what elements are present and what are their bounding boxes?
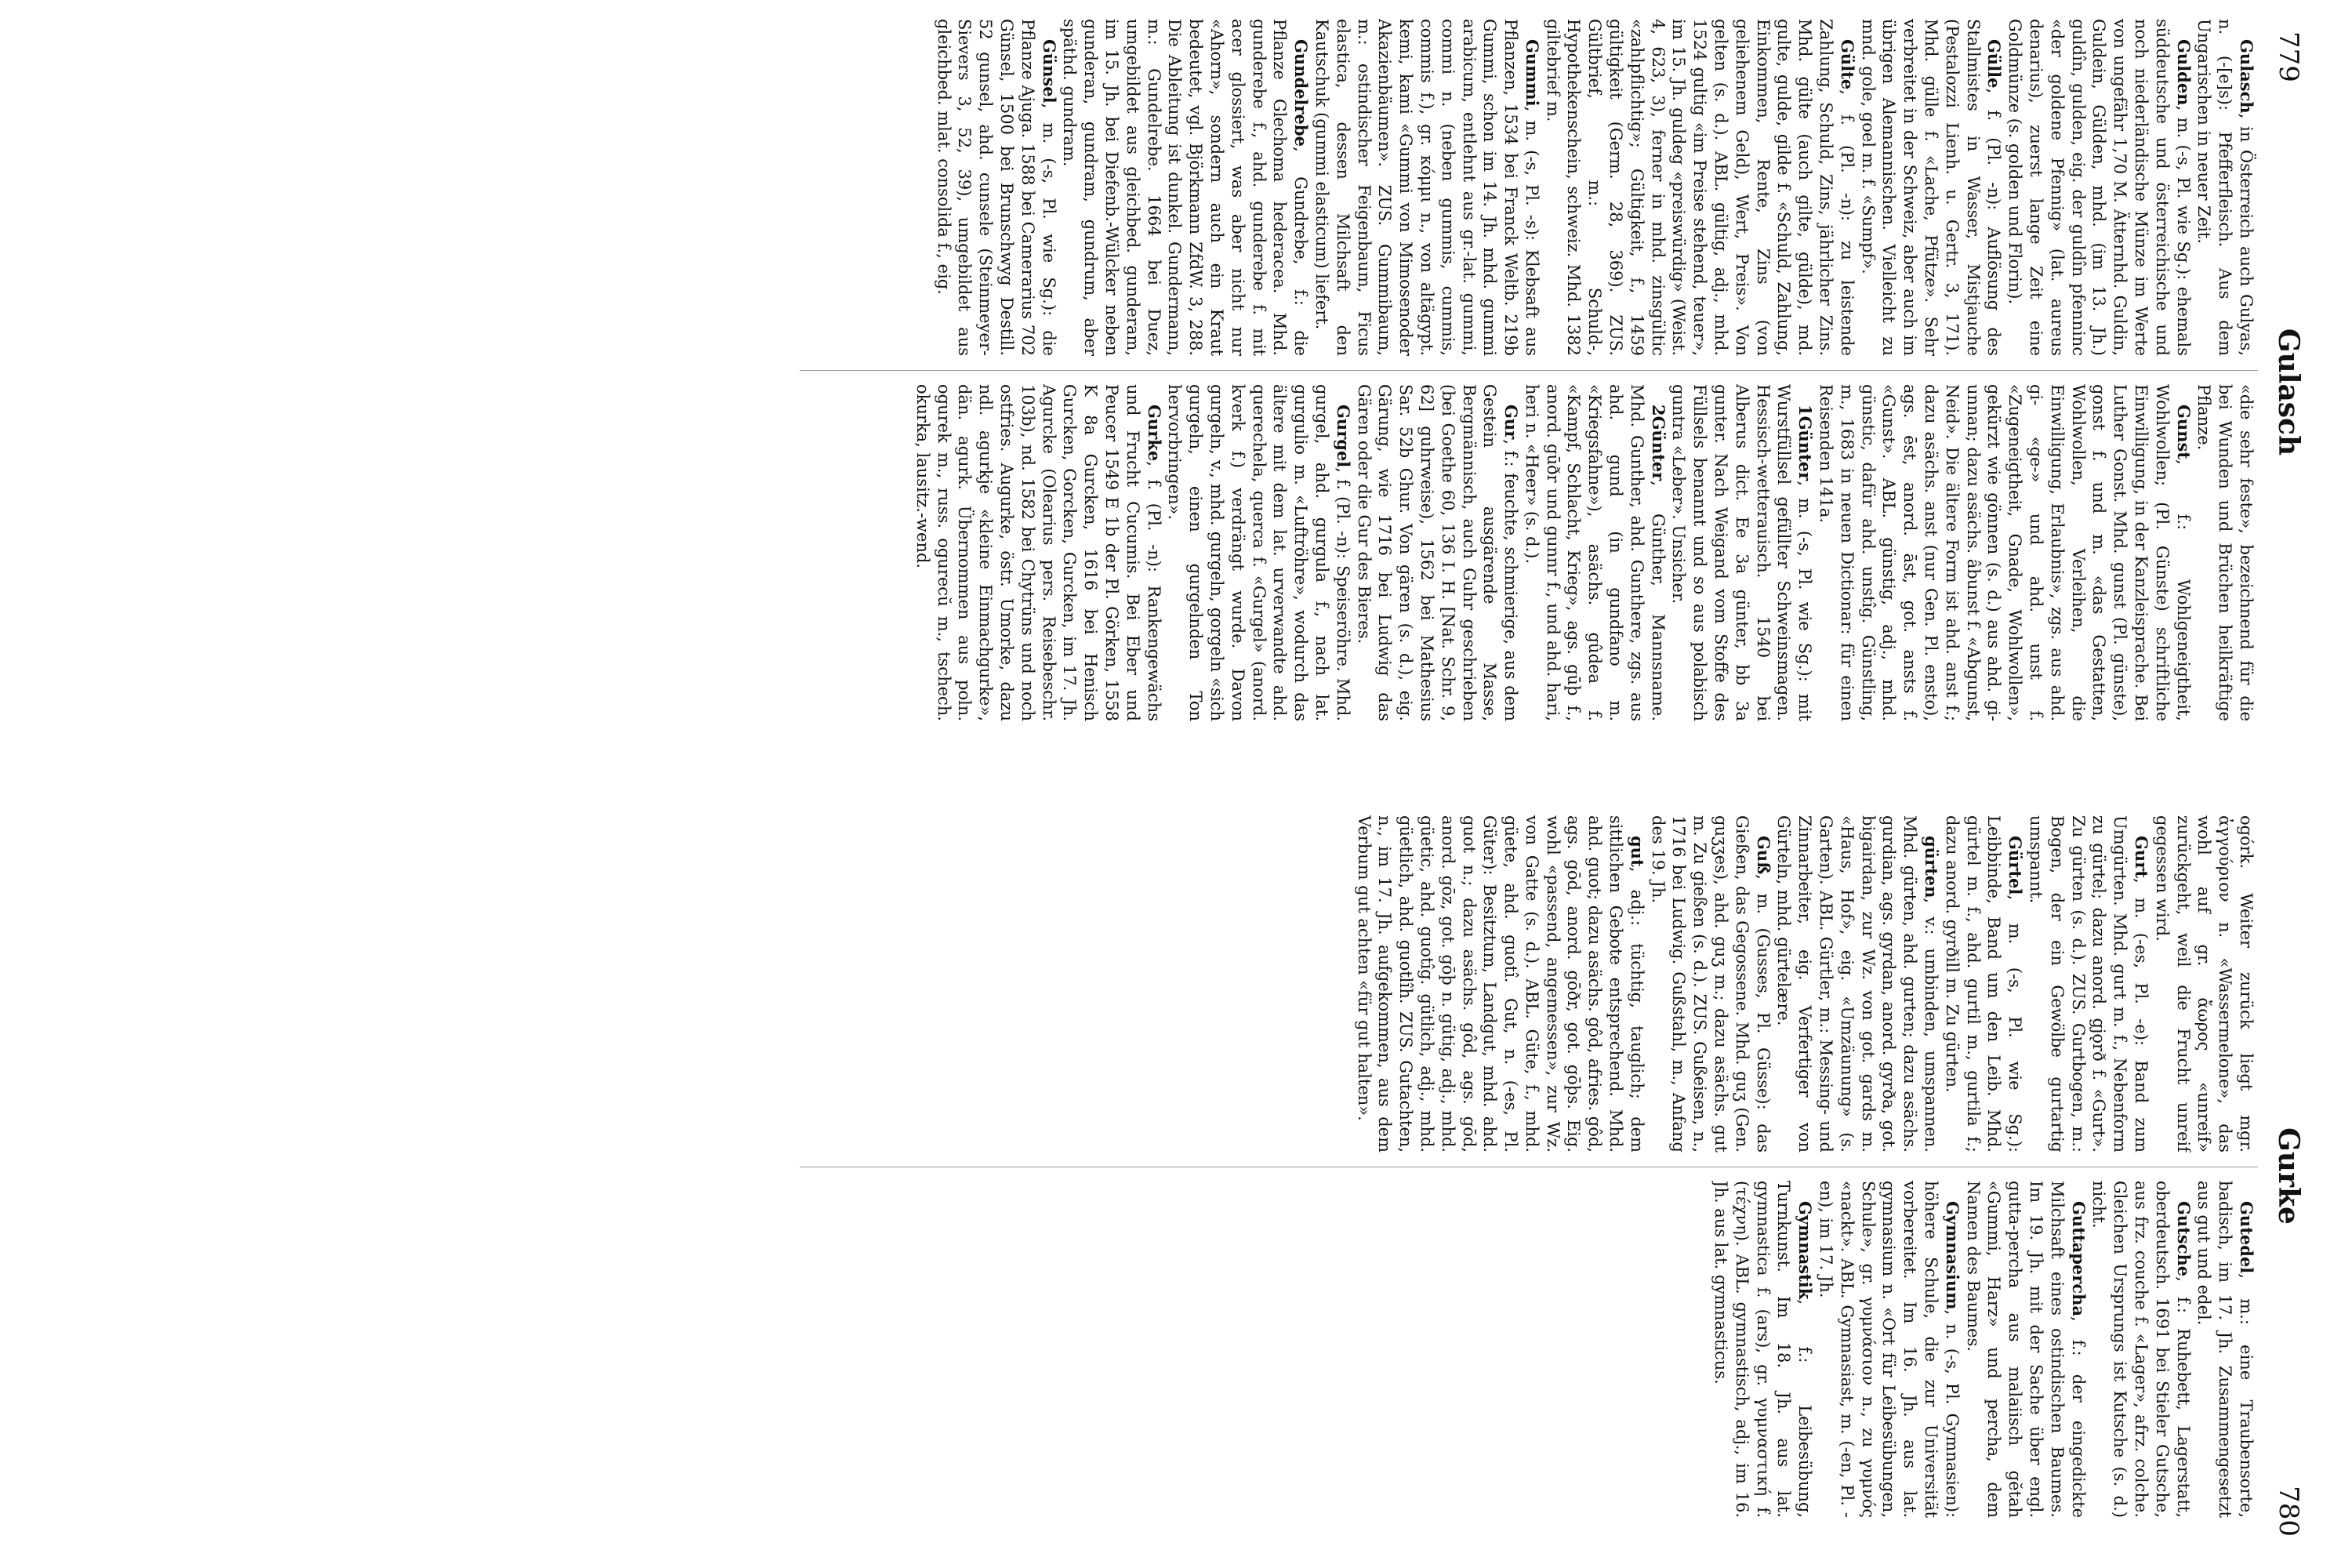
- running-head-left: [2269, 31, 2308, 753]
- headword: Günsel: [1039, 39, 1059, 103]
- dictionary-entry: Gürtel, m. (-s, Pl. wie Sg.): Leibbinde, Band um den Leib. Mhd. gürtel m. f., ahd. gurtil m., gurtila f.; dazu anord. gyrðill m. Zu gürten.: [1942, 815, 2026, 1152]
- headword: Guß: [1753, 836, 1773, 875]
- dictionary-entry: Gurgel, f. (Pl. -n): Speiseröhre. Mhd. gurgel, ahd. gurgula f., nach lat. gurgulio m. «Luftröhre», wodurch das ältere mit dem lat. urverwandte ahd. querechela, querca f. «Gurgel» (anord. kverk f.) verdrängt wurde. Davon gurgeln, v., mhd. gurgeln, gorgeln «sich gurgeln, einen gurgelnden Ton hervorbringen».: [1165, 384, 1353, 721]
- column-rule-left: [800, 370, 2258, 371]
- headword: Gurt: [2132, 836, 2152, 878]
- headword: Gymnastik: [1795, 1201, 1816, 1300]
- dictionary-entry: Gülle, f. (Pl. -n): Auflösung des Stallmistes in Wasser, Mistjauche (Pestalozzi Lienh. u. Gertr. 3, 171). Mhd. gülle f. «Lache, Pfütze». Sehr verbreitet in der Schweiz, aber auch im übrigen Alemannischen. Vielleicht zu mnd. gole, goel m. f. «Sumpf».: [1858, 19, 2005, 356]
- dictionary-entry: Gutedel, m.: eine Traubensorte, badisch, im 17. Jh. Zusammengesetzt aus gut und edel.: [2194, 1181, 2256, 1518]
- headword: Gutsche: [2173, 1201, 2194, 1277]
- headword: Guttapercha: [2068, 1201, 2089, 1316]
- left-page-column-2: [31, 384, 2256, 721]
- dictionary-entry: gürten, v.: umbinden, umspannen. Mhd. gürten, ahd. gurten; dazu asächs. gurdian, ags. gyrdan, anord. gyrða, got. bigairdan, zur Wz. von got. gards m. «Haus, Hof», eig. «Umzäunung» (s. Garten). ABL. Gürtler, m.: Messing- und Zinnarbeiter, eig. Verfertiger von Gürteln, mhd. gürtelære.: [1774, 815, 1942, 1152]
- headword: Gummi: [1522, 39, 1542, 107]
- left-page-column-1: [31, 19, 2256, 356]
- dictionary-entry: Gulden, m. (-s, Pl. wie Sg.): ehemals süddeutsche und österreichische und noch niederländische Münze im Werte von ungefähr 1,70 M. Ätternhd. Guldin, Guldein, Gülden, mhd. (im 13. Jh.) guldîn, gulden, eig. der guldîn pfenninc «der goldene Pfennig» (lat. aureus denarius), zuerst lange Zeit eine Goldmünze (s. golden und Florin).: [2005, 19, 2194, 356]
- headword: 1Günter: [1795, 405, 1816, 481]
- dictionary-entry: Günsel, m. (-s, Pl. wie Sg.): die Pflanze Ajuga. 1588 bei Camerarius 702 Günsel, 1500 bei Brunschwyg Destill. 52 gunsel, ahd. cunsele (Steinmeyer-Sievers 3, 52, 39), umgebildet aus gleichbed. mlat. consolida f., eig.: [934, 19, 1059, 356]
- right-page-column-2: [31, 1181, 2256, 1518]
- dictionary-entry: Gurke, f. (Pl. -n): Rankengewächs und Frucht Cucumis. Bei Eber und Peucer 1549 E 1b der Pl. Görken, 1558 K 8a Gurcken, 1616 bei Henisch Gurcken, Gorcken, Gurcken, im 17. Jh. Agurcke (Olearius pers. Reisebeschr. 103b), nd. 1582 bei Chytrüns und noch ostfries. Augurke, östr. Umorke, dazu ndl. agurkje «kleine Einmachgurke», dän. agurk. Übernommen aus poln. ogurek m., russ. ogurecŭ m., tschech. okurka, lausitz.-wend.: [913, 384, 1164, 721]
- right-page: [0, 784, 2352, 1568]
- headword: gut: [1627, 836, 1647, 867]
- dictionary-entry: Gummi, m. (-s, Pl. -s): Klebsaft aus Pflanzen, 1534 bei Franck Weltb. 219b Gummi, schon im 14. Jh. mhd. gummi arabicum, entlehnt aus gr.-lat. gummi, commi n. (neben gummis, cummis, commis f.), gr. κόμμι n., von altägypt. kemi, kami «Gummi von Mimosenoder Akazienbäumen». ZUS. Gummibaum, m.: ostindischer Feigenbaum, Ficus elastica, dessen Milchsaft den Kautschuk (gummi elasticum) liefert.: [1312, 19, 1542, 356]
- headword: Gutedel: [2237, 1201, 2256, 1274]
- dictionary-entry: Gülte, f. (Pl. -n): zu leistende Zahlung, Schuld, Zins, jährlicher Zins. Mhd. gülte (auch gilte, gülde), md. gulte, gulde, gilde f. «Schuld, Zahlung, Einkommen, Rente, Zins (von geliehenem Geld), Wert, Preis». Von gelten (s. d.). ABL. gültig, adj., mhd. 1524 gultig «im Preise stehend, teuer», im 15. Jh. guldeg «preiswürdig» (Weist. 4, 623, 3), ferner in mhd. zinsgültic «zahlpflichtig»; Gültigkeit, f., 1459 gültigkeit (Germ. 28, 369). ZUS. Gültbrief, m.: Schuld-, Hypothekenschein, schweiz. Mhd. 1382 giltebrief m.: [1543, 19, 1857, 356]
- headword: Gundelrebe: [1291, 39, 1312, 147]
- headword: gürten: [1922, 836, 1942, 898]
- headword: Gülte: [1837, 39, 1857, 90]
- headword: Gunst: [2173, 405, 2194, 459]
- dictionary-entry: Gurt, m. (-es, Pl. -e): Band zum Umgürten. Mhd. gurt m. f., Nebenform zu gürtel; dazu anord. gjǫrð f. «Gurt». Zu gürten (s. d.). ZUS. Gurtbogen, m.: Bogen, der ein Gewölbe gurtartig umspannt.: [2027, 815, 2152, 1152]
- dictionary-entry: gut, adj.: tüchtig, tauglich; dem sittlichen Gebote entsprechend. Mhd. ahd. guot; dazu asächs. gôd, afries. gôd, ags. gōd, anord. gōðr, got. gōþs. Eig. wohl «passend, angemessen», zur Wz. von Gatte (s. d.). ABL. Güte, f., mhd. güete, ahd. guotî. Gut, n. (-es, Pl. Güter): Besitztum, Landgut, mhd. ahd. guot n.; dazu asächs. gôd, ags. gōd, anord. gōz, got. gōþ n. gütig, adj., mhd. güetic, ahd. guotîg. gütlich, adj., mhd. güetlich, ahd. guotlîh. ZUS. Gutachten, n., im 17. Jh. aufgekommen, aus dem Verbum gut achten «für gut halten».: [1354, 815, 1647, 1152]
- dictionary-entry: Gulasch, in Österreich auch Gulyas, n. (-[e]s): Pfefferfleisch. Aus dem Ungarischen in neuer Zeit.: [2194, 19, 2256, 356]
- headword: Gymnasium: [1942, 1201, 1962, 1310]
- dictionary-entry-continued: ogórk. Weiter zurück liegt mgr. ἀγγούριον n. «Wassermelone», das wohl auf gr. ἄωρος «unreif» zurückgeht, weil die Frucht unreif gegessen wird.: [2152, 815, 2256, 1152]
- headword: Gur: [1501, 405, 1522, 440]
- headword: Gurke: [1144, 405, 1164, 462]
- headword: Gurgel: [1333, 405, 1353, 468]
- dictionary-entry: Gunst, f.: Wohlgeneigtheit, Wohlwollen; (Pl. Günste) schriftliche Einwilligung, in der Kanzleisprache. Bei Luther Gonst. Mhd. gunst (Pl. günste), gonst f. und m. «das Gestatten, Wohlwollen, Verleihen, die Einwilligung, Erlaubnis», zgs. aus ahd. gi- «ge-» und ahd. unst f. «Zugeneigtheit, Gnade, Wohlwollen», gekürzt wie gönnen (s. d.) aus ahd. gi-unnan; dazu asächs. âbunst f. «Abgunst, Neid». Die ältere Form ist ahd. anst f.; dazu asächs. anst (nur Gen. Pl. ensto), ags. ēst, anord. āst, got. ansts f. «Gunst». ABL. günstig, adj., mhd. günstic, dafür ahd. unstîg. Günstling, m., 1683 in neuen Dictionar: für einen Reisenden 141a.: [1817, 384, 2194, 721]
- headword: 2Günter: [1648, 405, 1668, 481]
- running-head-word-left: Gulasch: [2272, 328, 2305, 456]
- page-number-left: 779: [2273, 31, 2304, 82]
- headword: Gülle: [1984, 39, 2005, 89]
- headword: Gulasch: [2237, 39, 2256, 114]
- dictionary-entry: 2Günter, Günther, Mannsname. Mhd. Gunther, ahd. Gunthere, zgs. aus ahd. gund (in gundfano m. «Kriegsfahne»), asächs. gûdea f. «Kampf, Schlacht, Krieg», ags. gūþ f., anord. gūðr und gunnr f., und ahd. hari, heri n. «Heer» (s. d.).: [1522, 384, 1668, 721]
- dictionary-entry-continued: «die sehr feste», bezeichnend für die bei Wunden und Brüchen heilkräftige Pflanze.: [2194, 384, 2256, 721]
- dictionary-entry: Gundelrebe, Gundrebe, f.: die Pflanze Glechoma hederacea. Mhd. gunderebe f., ahd. gunderebe f. mit acer glossiert, was aber nicht nur «Ahorn», sondern auch ein Kraut bedeutet, vgl. Björkmann ZfdW. 3, 288. Die Ableitung ist dunkel. Gundermann, m.: Gundelrebe. 1664 bei Duez, umgebildet aus gleichbed. gunderam, im 15. Jh. bei Diefenb.-Wülcker neben gunderan, gundram, gundrum, aber späthd. gundram.: [1060, 19, 1312, 356]
- dictionary-entry: 1Günter, m. (-s, Pl. wie Sg.): mit Wurstfüllsel gefüllter Schweinsmagen. Hessisch-wetterauisch. 1540 bei Alberus dict. Ee 3a günter, bb 3a gunter. Nach Weigand vom Stoffe des Füllsels benannt und so aus polabisch guntra «Leber». Unsicher.: [1669, 384, 1816, 721]
- headword: Gürtel: [2005, 836, 2026, 895]
- dictionary-entry: Gymnastik, f.: Leibesübung, Turnkunst. Im 18. Jh. aus lat. gymnastica f. (ars), gr. γυμναστική f. (τέχνη). ABL. gymnastisch, adj., im 16. Jh. aus lat. gymnasticus.: [1711, 1181, 1816, 1518]
- page-number-right: 780: [2273, 1486, 2304, 1537]
- running-head-right: [2269, 815, 2308, 1537]
- dictionary-entry: Guß, m. (Gusses, Pl. Güsse): das Gießen, das Gegossene. Mhd. guʒ (Gen. guʒʒes), ahd. guʒ m.; dazu asächs. gut m. Zu gießen (s. d.). ZUS. Gußeisen, n., 1716 bei Ludwig. Gußstahl, m., Anfang des 19. Jh.: [1648, 815, 1773, 1152]
- running-head-word-right: Gurke: [2272, 1127, 2305, 1225]
- dictionary-entry: Guttapercha, f.: der eingedickte Milchsaft eines ostindischen Baumes. Im 19. Jh. mit der Sache über engl. gutta-percha aus malaiisch gĕtah «Gummi, Harz» und percha, dem Namen des Baumes.: [1963, 1181, 2089, 1518]
- dictionary-entry: Gur, f.: feuchte, schmierige, aus dem Gestein ausgärende Masse, Bergmännisch, auch Guhr geschrieben (bei Goethe 60, 136 I. H. [Nat. Schr. 9, 62] guhrweise), 1562 bei Mathesius Sar. 52b Ghur. Von gären (s. d.), eig. Gärung, wie 1716 bei Ludwig das Gären oder die Gur des Bieres.: [1354, 384, 1522, 721]
- dictionary-entry: Gutsche, f.: Ruhebett, Lagerstatt, oberdeutsch. 1691 bei Stieler Gutsche, aus frz. couche f. «Lager», afrz. colche. Gleichen Ursprungs ist Kutsche (s. d.) nicht.: [2089, 1181, 2194, 1518]
- headword: Gulden: [2173, 39, 2194, 106]
- right-page-column-1: [31, 815, 2256, 1152]
- dictionary-entry: Gymnasium, n. (-s, Pl. Gymnasien): höhere Schule, die zur Universität vorbereitet. Im 16. Jh. aus lat. gymnasium n. «Ort für Leibesübungen, Schule», gr. γυμνάσιον n., zu γυμνός «nackt». ABL. Gymnasiast, m. (-en, Pl. -en), im 17. Jh.: [1817, 1181, 1962, 1518]
